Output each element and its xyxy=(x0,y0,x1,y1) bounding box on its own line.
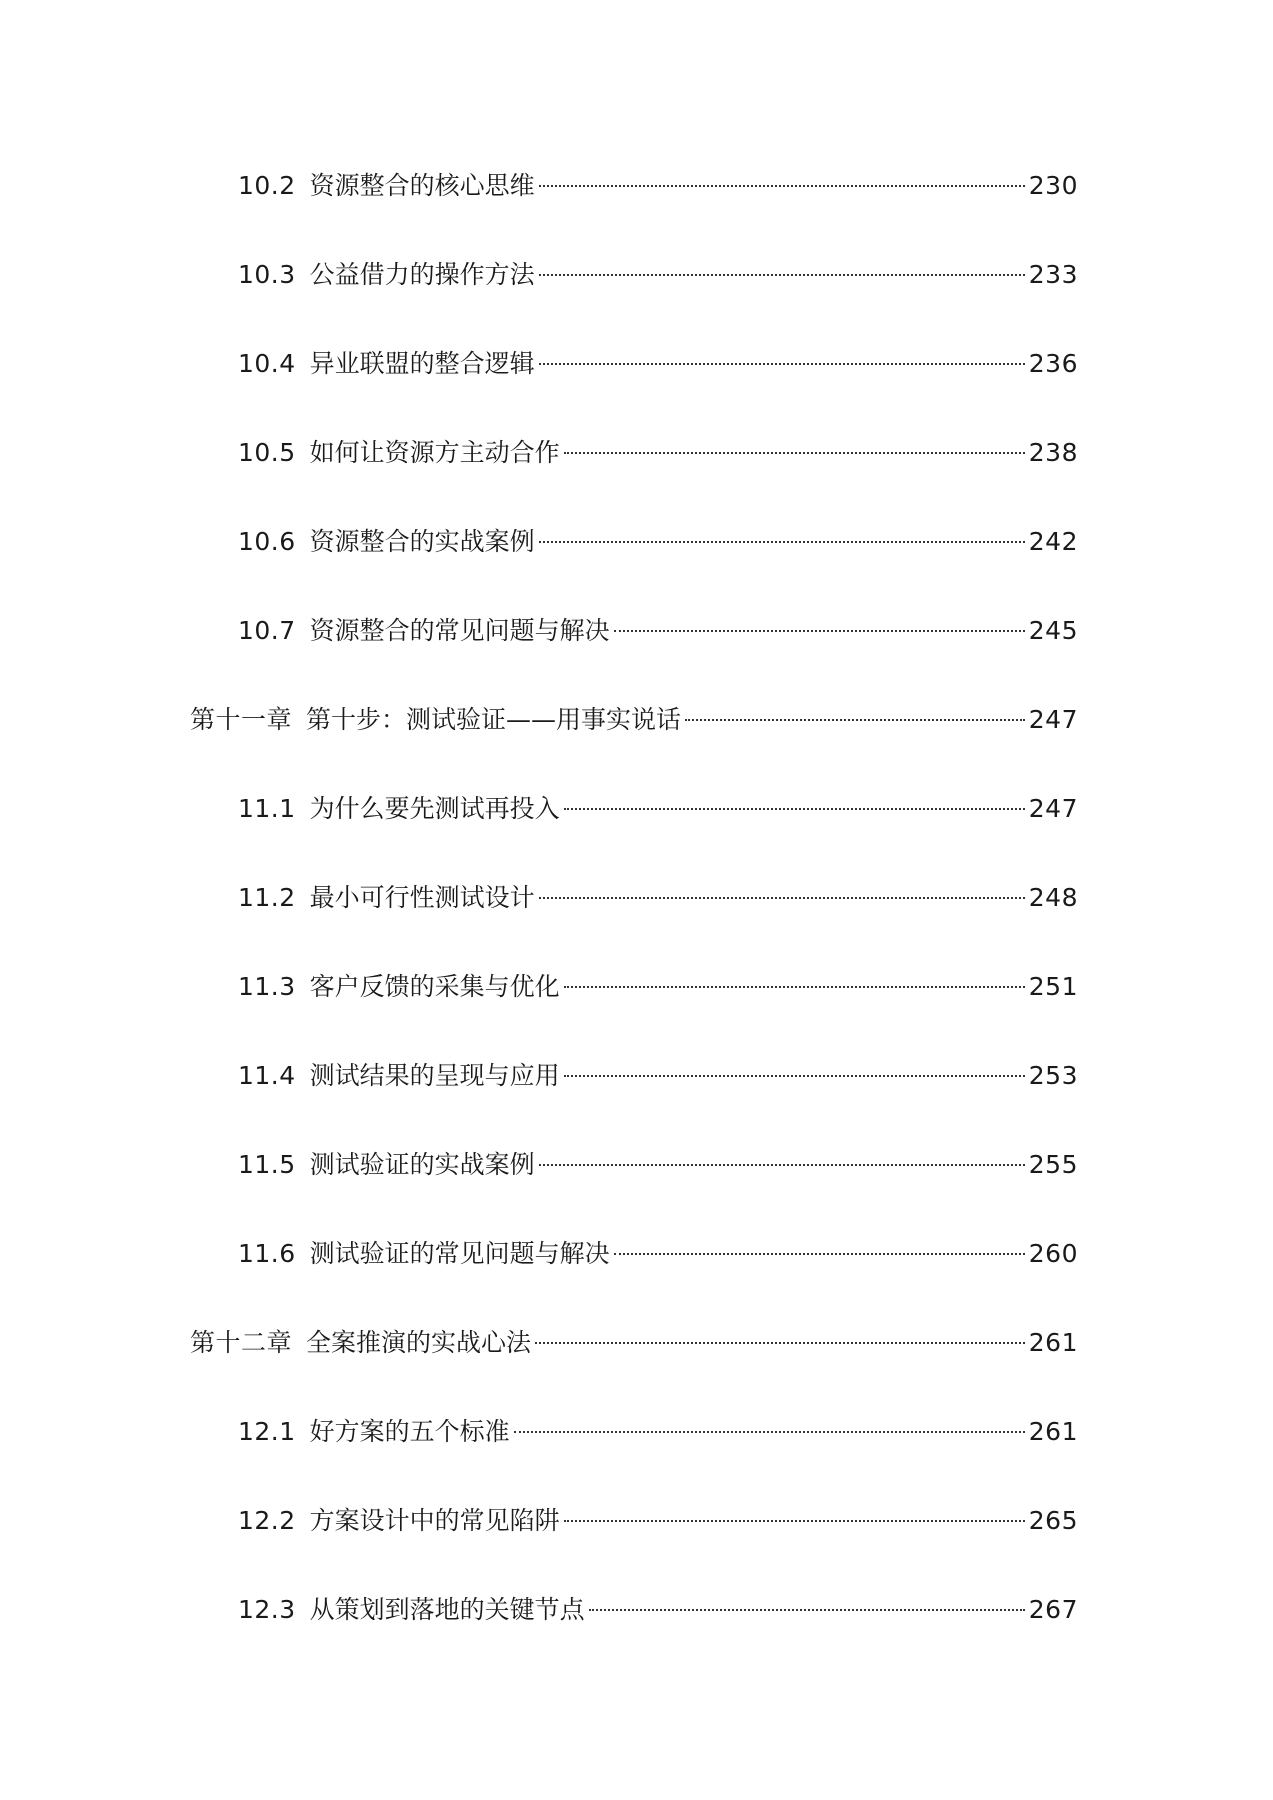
dot-leader xyxy=(685,719,1025,721)
toc-entry-number: 11.4 xyxy=(238,1061,296,1090)
toc-entry-title: 测试结果的呈现与应用 xyxy=(309,1061,560,1090)
toc-entry[interactable] xyxy=(0,524,1273,613)
toc-entry-number: 10.3 xyxy=(238,260,296,289)
toc-entry[interactable] xyxy=(0,1236,1273,1325)
toc-entry-page: 255 xyxy=(1028,1150,1078,1179)
toc-entry-title: 资源整合的实战案例 xyxy=(309,527,535,556)
toc-entry-page: 251 xyxy=(1028,972,1078,1001)
toc-entry-title: 测试验证的实战案例 xyxy=(309,1150,535,1179)
toc-entry-title: 异业联盟的整合逻辑 xyxy=(309,349,535,378)
toc-entry-number: 11.5 xyxy=(238,1150,296,1179)
toc-entry[interactable] xyxy=(0,346,1273,435)
dot-leader xyxy=(564,1075,1025,1077)
toc-entry-page: 247 xyxy=(1028,794,1078,823)
toc-entry[interactable] xyxy=(0,435,1273,524)
toc-entry-number: 10.4 xyxy=(238,349,296,378)
toc-chapter-title: 全案推演的实战心法 xyxy=(306,1328,532,1357)
toc-entry-title: 从策划到落地的关键节点 xyxy=(309,1595,585,1624)
dot-leader xyxy=(614,1253,1025,1255)
toc-entry[interactable] xyxy=(0,1147,1273,1236)
toc-entry-page: 233 xyxy=(1028,260,1078,289)
dot-leader xyxy=(589,1609,1025,1611)
toc-chapter-number: 第十一章 xyxy=(190,705,293,734)
toc-entry-title: 如何让资源方主动合作 xyxy=(309,438,560,467)
toc-entry[interactable] xyxy=(0,1414,1273,1503)
toc-entry-number: 12.3 xyxy=(238,1595,296,1624)
toc-entry-page: 236 xyxy=(1028,349,1078,378)
table-of-contents xyxy=(0,168,1273,1681)
dot-leader xyxy=(564,1520,1025,1522)
toc-entry-title: 资源整合的核心思维 xyxy=(309,171,535,200)
toc-entry-number: 10.6 xyxy=(238,527,296,556)
toc-entry-number: 10.2 xyxy=(238,171,296,200)
toc-entry-number: 12.1 xyxy=(238,1417,296,1446)
toc-entry-title: 公益借力的操作方法 xyxy=(309,260,535,289)
toc-entry-page: 260 xyxy=(1028,1239,1078,1268)
dot-leader xyxy=(564,986,1025,988)
toc-entry-page: 265 xyxy=(1028,1506,1078,1535)
toc-entry-page: 238 xyxy=(1028,438,1078,467)
toc-chapter-number: 第十二章 xyxy=(190,1328,293,1357)
toc-entry-page: 242 xyxy=(1028,527,1078,556)
toc-entry[interactable] xyxy=(0,969,1273,1058)
toc-entry-number: 10.5 xyxy=(238,438,296,467)
toc-entry-page: 230 xyxy=(1028,171,1078,200)
toc-entry-page: 261 xyxy=(1028,1417,1078,1446)
toc-entry-number: 11.6 xyxy=(238,1239,296,1268)
toc-entry[interactable] xyxy=(0,168,1273,257)
dot-leader xyxy=(539,185,1025,187)
toc-entry-title: 客户反馈的采集与优化 xyxy=(309,972,560,1001)
dot-leader xyxy=(564,808,1025,810)
toc-entry[interactable] xyxy=(0,1058,1273,1147)
toc-entry-title: 测试验证的常见问题与解决 xyxy=(309,1239,610,1268)
dot-leader xyxy=(564,452,1025,454)
toc-entry-page: 245 xyxy=(1028,616,1078,645)
toc-entry-page: 261 xyxy=(1028,1328,1078,1357)
toc-entry-title: 好方案的五个标准 xyxy=(309,1417,510,1446)
toc-entry-page: 248 xyxy=(1028,883,1078,912)
toc-entry[interactable] xyxy=(0,1503,1273,1592)
toc-entry-page: 267 xyxy=(1028,1595,1078,1624)
toc-entry-number: 11.2 xyxy=(238,883,296,912)
dot-leader xyxy=(514,1431,1025,1433)
toc-entry-number: 12.2 xyxy=(238,1506,296,1535)
dot-leader xyxy=(614,630,1025,632)
toc-entry[interactable] xyxy=(0,880,1273,969)
toc-entry[interactable] xyxy=(0,791,1273,880)
toc-entry-number: 10.7 xyxy=(238,616,296,645)
toc-chapter-entry[interactable] xyxy=(0,1325,1273,1414)
toc-entry[interactable] xyxy=(0,257,1273,346)
toc-entry-number: 11.1 xyxy=(238,794,296,823)
toc-entry-title: 为什么要先测试再投入 xyxy=(309,794,560,823)
toc-chapter-title: 第十步：测试验证——用事实说话 xyxy=(306,705,682,734)
dot-leader xyxy=(535,1342,1025,1344)
dot-leader xyxy=(539,363,1025,365)
dot-leader xyxy=(539,1164,1025,1166)
toc-entry-page: 247 xyxy=(1028,705,1078,734)
toc-entry[interactable] xyxy=(0,1592,1273,1681)
toc-entry-title: 最小可行性测试设计 xyxy=(309,883,535,912)
toc-entry[interactable] xyxy=(0,613,1273,702)
dot-leader xyxy=(539,897,1025,899)
dot-leader xyxy=(539,274,1025,276)
dot-leader xyxy=(539,541,1025,543)
toc-entry-title: 方案设计中的常见陷阱 xyxy=(309,1506,560,1535)
toc-entry-number: 11.3 xyxy=(238,972,296,1001)
toc-entry-title: 资源整合的常见问题与解决 xyxy=(309,616,610,645)
toc-entry-page: 253 xyxy=(1028,1061,1078,1090)
toc-chapter-entry[interactable] xyxy=(0,702,1273,791)
